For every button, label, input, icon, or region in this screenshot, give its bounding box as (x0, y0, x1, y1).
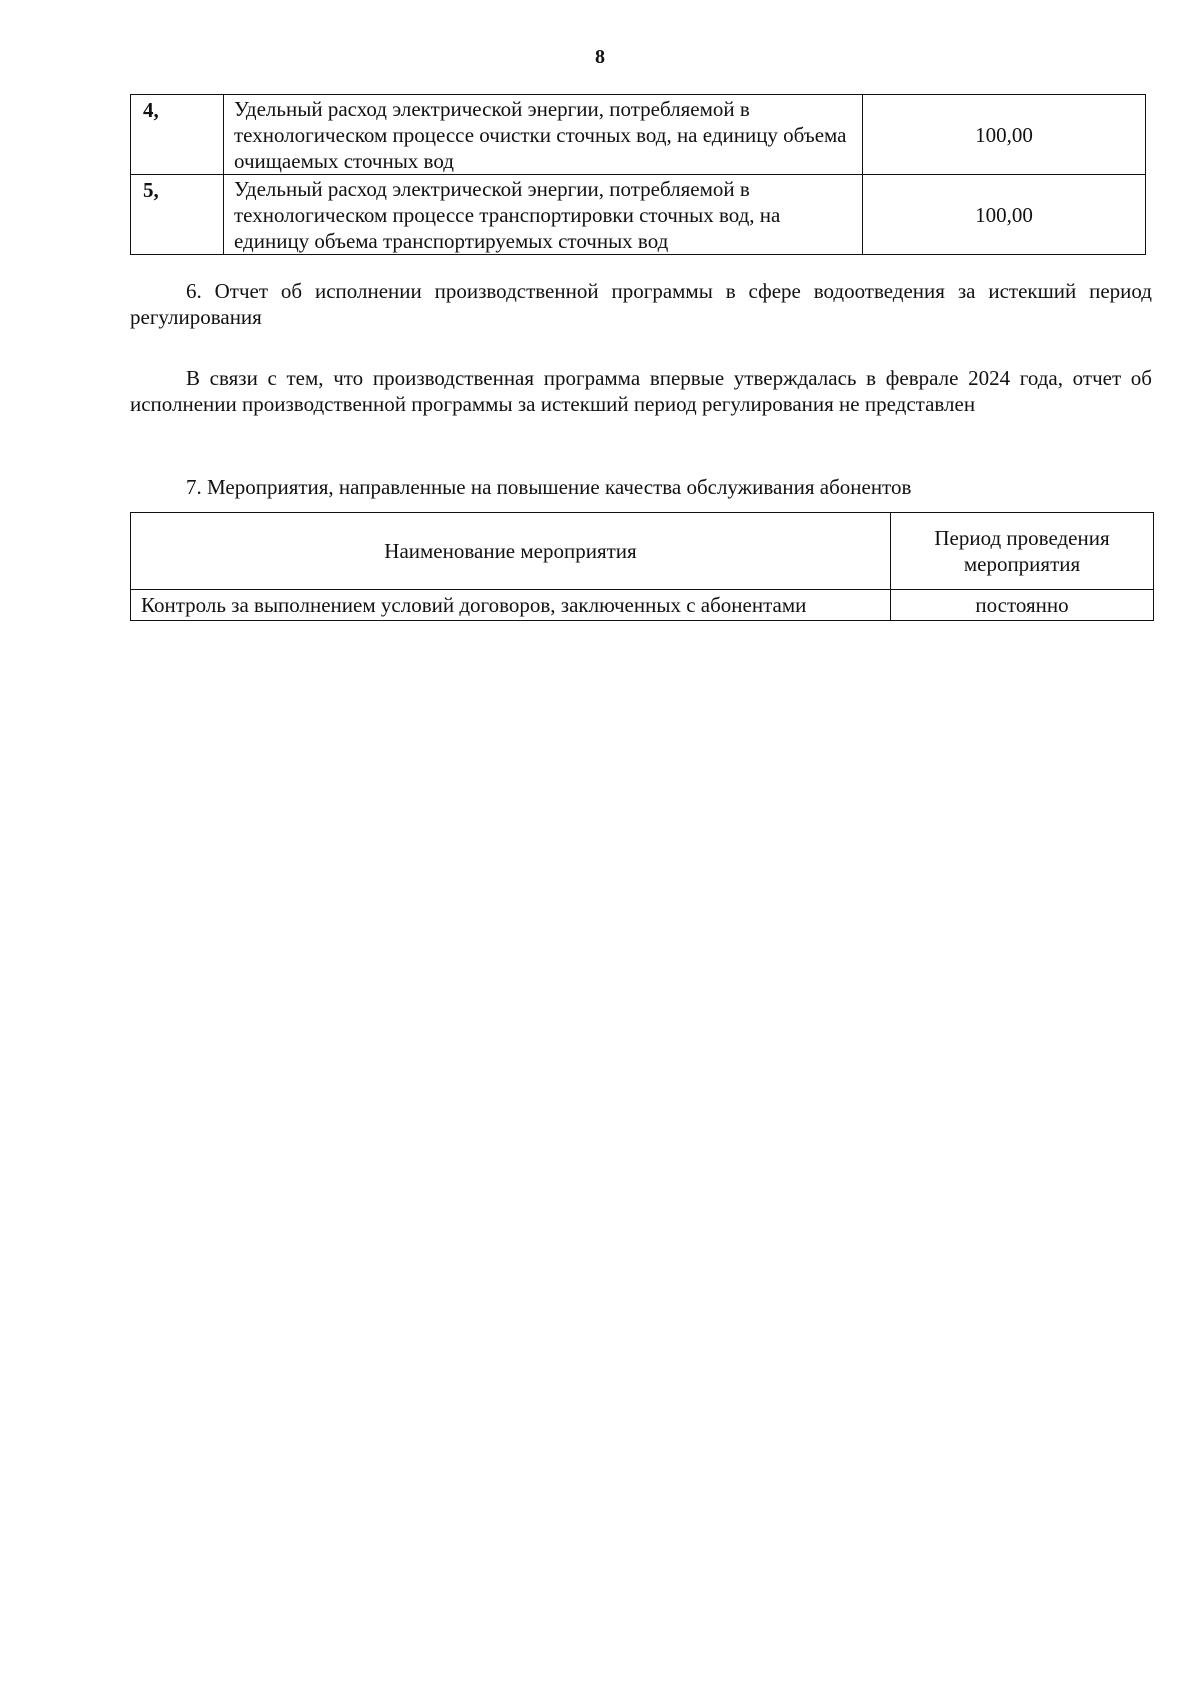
column-header-period: Период проведения мероприятия (891, 513, 1154, 590)
indicator-description: Удельный расход электрической энергии, потребляемой в технологическом процессе транспортировки сточных вод, на единицу объема транспортируемых сточных вод (224, 175, 863, 255)
table-row (131, 590, 1154, 621)
row-number: 5, (131, 175, 224, 255)
column-header-name: Наименование мероприятия (131, 513, 891, 590)
section-6-body: В связи с тем, что производственная программа впервые утверждалась в феврале 2024 года, отчет об исполнении производственной программы за истекший период регулирования не представлен (130, 366, 1152, 416)
table-row (131, 175, 1146, 255)
section-6-heading: 6. Отчет об исполнении производственной программы в сфере водоотведения за истекший период регулирования (130, 279, 1152, 329)
section-7-heading: 7. Мероприятия, направленные на повышение качества обслуживания абонентов (186, 475, 912, 499)
row-number: 4, (131, 95, 224, 175)
table-row (131, 95, 1146, 175)
page-number: 8 (595, 46, 605, 68)
measure-period: постоянно (891, 590, 1154, 621)
measure-name: Контроль за выполнением условий договоров, заключенных с абонентами (131, 590, 891, 621)
indicators-table (130, 94, 1146, 255)
indicator-description: Удельный расход электрической энергии, потребляемой в технологическом процессе очистки сточных вод, на единицу объема очищаемых сточных вод (224, 95, 863, 175)
measures-table (130, 512, 1154, 621)
table-header-row (131, 513, 1154, 590)
indicator-value: 100,00 (863, 95, 1146, 175)
indicator-value: 100,00 (863, 175, 1146, 255)
